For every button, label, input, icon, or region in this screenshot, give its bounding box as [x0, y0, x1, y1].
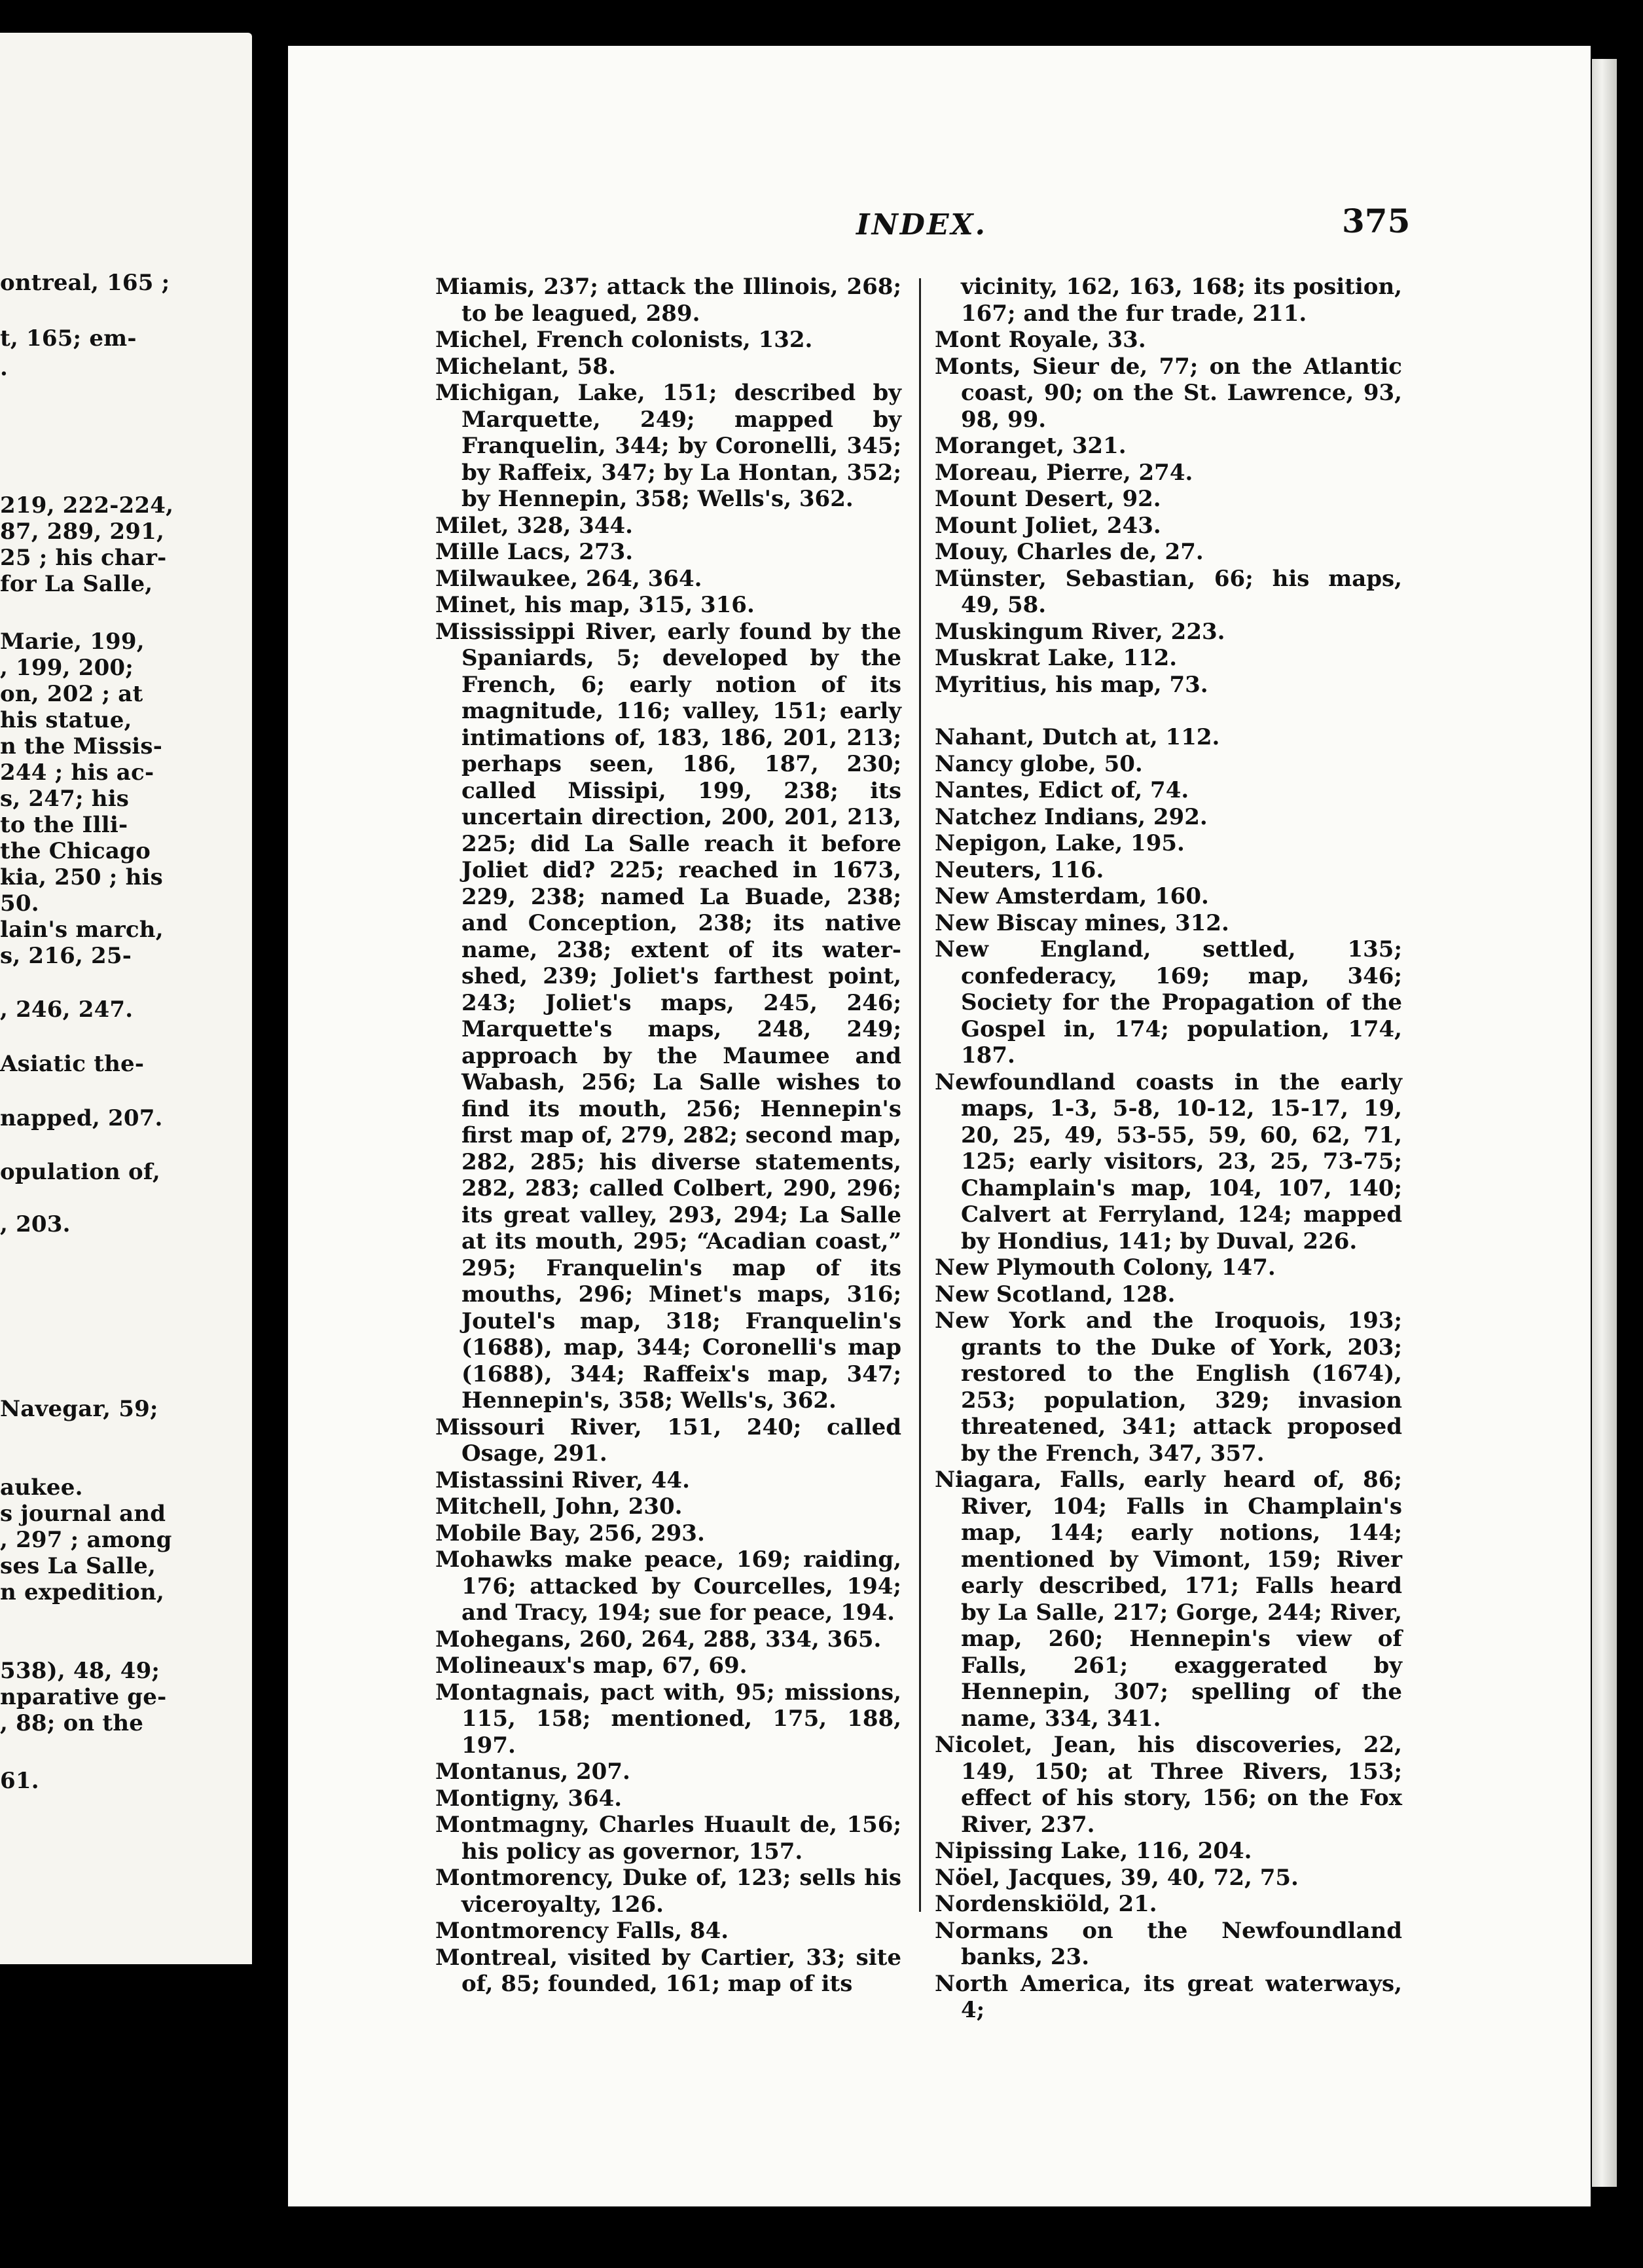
index-entry: Montigny, 364.	[435, 1785, 623, 1812]
index-entry: Nipissing Lake, 116, 204.	[935, 1838, 1252, 1864]
index-entry: Miamis, 237; attack the Illinois, 268; to be leagued, 289.	[435, 274, 901, 327]
index-entry: New Plymouth Colony, 147.	[935, 1254, 1276, 1281]
index-entry: Mount Desert, 92.	[935, 486, 1161, 512]
index-entry: Michel, French colonists, 132.	[435, 327, 813, 353]
index-entry: Muskrat Lake, 112.	[935, 645, 1178, 671]
facing-page-line: napped, 207.	[0, 1105, 163, 1131]
facing-page-line: n the Missis-	[0, 733, 163, 759]
facing-page-line: 61.	[0, 1768, 39, 1794]
facing-page-line: , 88; on the	[0, 1710, 144, 1736]
index-entry: Newfoundland coasts in the early maps, 1-3, 5-8, 10-12, 15-17, 19, 20, 25, 49, 53-55, 59, 60, 62, 71, 125; early visitors, 23, 25, 73-75; Champlain's map, 104, 107, 140; Calvert at Ferryland, 124; mapped by Hondius, 141; by Duval, 226.	[935, 1069, 1402, 1254]
index-entry: Mitchell, John, 230.	[435, 1493, 683, 1520]
index-entry: Mont Royale, 33.	[935, 327, 1146, 353]
index-entry: Nordenskiöld, 21.	[935, 1891, 1157, 1917]
facing-page-line: aukee.	[0, 1474, 83, 1501]
index-entry: Minet, his map, 315, 316.	[435, 592, 755, 618]
index-entry: New Scotland, 128.	[935, 1281, 1176, 1308]
index-entry: Mouy, Charles de, 27.	[935, 539, 1204, 565]
index-entry: Muskingum River, 223.	[935, 618, 1225, 645]
index-entry: Mille Lacs, 273.	[435, 539, 634, 565]
facing-page-line: 25 ; his char-	[0, 545, 167, 571]
facing-page-line: t, 165; em-	[0, 325, 137, 352]
facing-page-line: 50.	[0, 890, 39, 917]
index-entry: North America, its great waterways, 4;	[935, 1970, 1402, 2023]
facing-page-line: to the Illi-	[0, 812, 128, 838]
facing-page-line: n expedition,	[0, 1579, 165, 1605]
index-entry: New England, settled, 135; confederacy, 169; map, 346; Society for the Propagation of the Gospel in, 174; population, 174, 187.	[935, 936, 1402, 1069]
index-entry: Myritius, his map, 73.	[935, 671, 1208, 698]
facing-page-line: Marie, 199,	[0, 629, 145, 655]
index-entry: Natchez Indians, 292.	[935, 803, 1208, 830]
index-entry: Mohawks make peace, 169; raiding, 176; attacked by Courcelles, 194; and Tracy, 194; sue for peace, 194.	[435, 1546, 901, 1626]
index-entry: Mohegans, 260, 264, 288, 334, 365.	[435, 1626, 882, 1653]
facing-page-line: 244 ; his ac-	[0, 759, 154, 786]
index-entry: Nicolet, Jean, his discoveries, 22, 149, 150; at Three Rivers, 153; effect of his story, 156; on the Fox River, 237.	[935, 1732, 1402, 1838]
index-entry: Mobile Bay, 256, 293.	[435, 1520, 705, 1546]
index-entry: Niagara, Falls, early heard of, 86; River, 104; Falls in Champlain's map, 144; early notions, 144; mentioned by Vimont, 159; River early described, 171; Falls heard by La Salle, 217; Gorge, 244; River, map, 260; Hennepin's view of Falls, 261; exaggerated by Hennepin, 307; spelling of the name, 334, 341.	[935, 1467, 1402, 1732]
facing-page-line: , 246, 247.	[0, 997, 134, 1023]
index-entry: Mississippi River, early found by the Spaniards, 5; developed by the French, 6; early notion of its magnitude, 116; valley, 151; early intimations of, 183, 186, 201, 213; perhaps seen, 186, 187, 230; called Missipi, 199, 238; its uncertain direction, 200, 201, 213, 225; did La Salle reach it before Joliet did? 225; reached in 1673, 229, 238; named La Buade, 238; and Conception, 238; its native name, 238; extent of its water-shed, 239; Joliet's farthest point, 243; Joliet's maps, 245, 246; Marquette's maps, 248, 249; approach by the Maumee and Wabash, 256; La Salle wishes to find its mouth, 256; Hennepin's first map of, 279, 282; second map, 282, 285; his diverse statements, 282, 283; called Colbert, 290, 296; its great valley, 293, 294; La Salle at its mouth, 295; “Acadian coast,” 295; Franquelin's map of its mouths, 296; Minet's maps, 316; Joutel's map, 318; Franquelin's (1688), map, 344; Coronelli's map (1688), 344; Raffeix's map, 347; Hennepin's, 358; Wells's, 362.	[435, 618, 901, 1414]
page-number: 375	[1342, 202, 1411, 240]
index-column-left	[435, 274, 901, 1998]
index-entry: Moreau, Pierre, 274.	[935, 459, 1193, 486]
facing-page-line: lain's march,	[0, 917, 164, 943]
index-entry: New Biscay mines, 312.	[935, 909, 1229, 936]
index-entry: Milwaukee, 264, 364.	[435, 565, 702, 592]
index-entry: Nancy globe, 50.	[935, 750, 1143, 777]
index-entry: Mount Joliet, 243.	[935, 512, 1161, 539]
facing-page-line: , 203.	[0, 1211, 71, 1237]
column-divider	[919, 278, 921, 1912]
facing-page-line: for La Salle,	[0, 571, 153, 597]
facing-page-line: 219, 222-224,	[0, 492, 174, 519]
facing-page-line: , 199, 200;	[0, 655, 134, 681]
index-entry: Montagnais, pact with, 95; missions, 115, 158; mentioned, 175, 188, 197.	[435, 1679, 901, 1759]
index-entry: Nepigon, Lake, 195.	[935, 830, 1185, 856]
facing-page-line: on, 202 ; at	[0, 681, 143, 707]
facing-page-line: 538), 48, 49;	[0, 1658, 160, 1684]
index-entry: New Amsterdam, 160.	[935, 883, 1209, 909]
index-entry: Nantes, Edict of, 74.	[935, 777, 1189, 803]
facing-page-line: Navegar, 59;	[0, 1396, 158, 1422]
index-entry: Milet, 328, 344.	[435, 512, 633, 539]
index-entry: Montmagny, Charles Huault de, 156; his policy as governor, 157.	[435, 1812, 901, 1865]
facing-page-line: s, 247; his	[0, 786, 130, 812]
facing-page-line: 87, 289, 291,	[0, 519, 165, 545]
index-entry: Neuters, 116.	[935, 856, 1104, 883]
index-entry: Monts, Sieur de, 77; on the Atlantic coast, 90; on the St. Lawrence, 93, 98, 99.	[935, 353, 1402, 433]
index-entry: New York and the Iroquois, 193; grants to the Duke of York, 203; restored to the English (1674), 253; population, 329; invasion threatened, 341; attack proposed by the French, 347, 357.	[935, 1308, 1402, 1467]
index-entry: Montanus, 207.	[435, 1759, 630, 1785]
facing-page-line: Asiatic the-	[0, 1051, 145, 1077]
index-entry: Michigan, Lake, 151; described by Marquette, 249; mapped by Franquelin, 344; by Coronelli, 345; by Raffeix, 347; by La Hontan, 352; by Hennepin, 358; Wells's, 362.	[435, 380, 901, 512]
index-entry: Montmorency Falls, 84.	[435, 1918, 729, 1944]
index-entry: Mistassini River, 44.	[435, 1467, 690, 1493]
facing-page-line: the Chicago	[0, 838, 151, 864]
index-entry: Normans on the Newfoundland banks, 23.	[935, 1917, 1402, 1970]
facing-page-line: .	[0, 355, 9, 381]
index-entry: Nahant, Dutch at, 112.	[935, 724, 1220, 750]
facing-page-line: , 297 ; among	[0, 1527, 172, 1553]
facing-page-line: ses La Salle,	[0, 1553, 156, 1579]
index-entry: Missouri River, 151, 240; called Osage, 291.	[435, 1414, 901, 1467]
index-entry: Montreal, visited by Cartier, 33; site of, 85; founded, 161; map of its	[435, 1944, 901, 1997]
index-entry: Münster, Sebastian, 66; his maps, 49, 58.	[935, 565, 1402, 618]
index-entry: Montmorency, Duke of, 123; sells his viceroyalty, 126.	[435, 1865, 901, 1918]
facing-page-line: kia, 250 ; his	[0, 864, 163, 890]
facing-page-line: s journal and	[0, 1501, 166, 1527]
facing-page-line: s, 216, 25-	[0, 943, 132, 969]
index-entry: Moranget, 321.	[935, 433, 1127, 459]
facing-page-line: nparative ge-	[0, 1684, 167, 1710]
index-entry: Michelant, 58.	[435, 353, 616, 380]
page-edge	[1592, 59, 1617, 2187]
index-column-right	[935, 274, 1402, 2024]
facing-page-line: opulation of,	[0, 1159, 160, 1185]
running-head: INDEX.	[856, 208, 987, 242]
index-entry: Nöel, Jacques, 39, 40, 72, 75.	[935, 1864, 1299, 1891]
facing-page-line: his statue,	[0, 707, 132, 733]
facing-page	[0, 33, 252, 1964]
index-entry: vicinity, 162, 163, 168; its position, 167; and the fur trade, 211.	[961, 274, 1402, 327]
index-entry: Molineaux's map, 67, 69.	[435, 1653, 748, 1679]
facing-page-line: ontreal, 165 ;	[0, 270, 170, 296]
